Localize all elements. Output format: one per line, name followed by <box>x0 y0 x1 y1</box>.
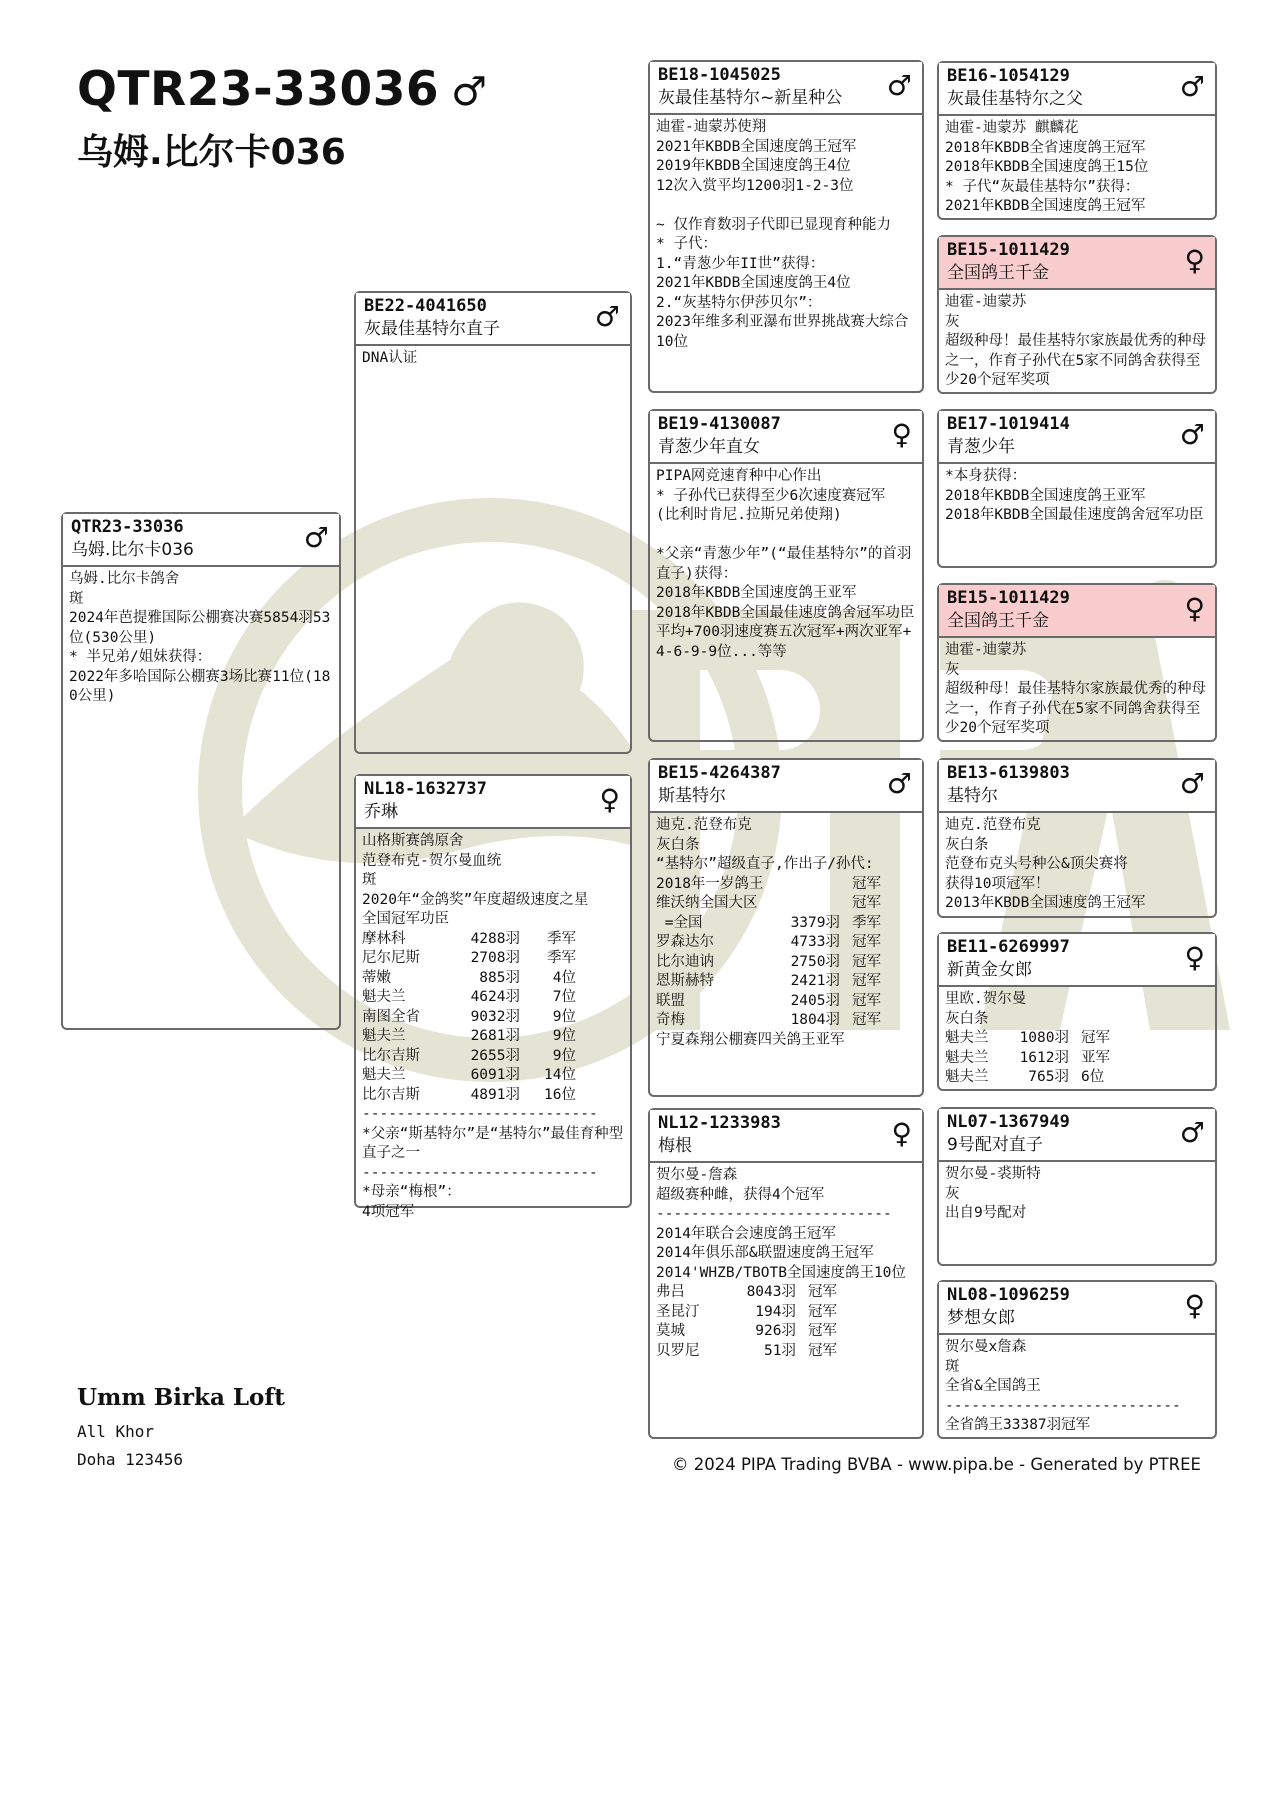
ring-number: BE19-4130087 <box>658 414 781 434</box>
result-row <box>656 972 916 992</box>
result-place: 冠军 <box>808 1303 837 1320</box>
address-line-2: Doha 123456 <box>77 1450 183 1469</box>
card-header <box>939 585 1215 638</box>
info-line: 2023年维多利亚瀑布世界挑战赛大综合10位 <box>656 314 909 350</box>
female-icon: ♀ <box>599 783 620 816</box>
info-line: 迪霍-迪蒙苏 <box>945 294 1027 310</box>
ring-number: NL08-1096259 <box>947 1285 1070 1305</box>
info-line: 全国冠军功臣 <box>362 911 449 927</box>
ring-number: BE11-6269997 <box>947 937 1070 957</box>
pigeon-card-sire-dam[interactable] <box>648 409 924 742</box>
result-place: 冠军 <box>808 1342 837 1359</box>
card-header <box>939 63 1215 116</box>
info-line: 2.“灰基特尔伊莎贝尔”： <box>656 294 822 311</box>
result-birds: 926羽 <box>755 1323 796 1339</box>
card-body <box>650 813 922 1050</box>
result-birds: 6091羽 <box>470 1067 520 1083</box>
info-line: 范登布克头号种公&顶尖赛将 <box>945 856 1128 872</box>
info-line: 斑 <box>362 872 377 888</box>
pigeon-card-ss-dam[interactable] <box>937 235 1217 394</box>
result-row <box>656 914 916 934</box>
result-location: 罗森达尔 <box>656 934 714 950</box>
ring-number: BE15-4264387 <box>658 763 781 783</box>
info-line: 超级赛种雌，获得4个冠军 <box>656 1186 825 1203</box>
pigeon-name: 乔琳 <box>364 802 398 822</box>
pigeon-name: 斯基特尔 <box>658 786 726 806</box>
info-line: 山格斯赛鸽原舍 <box>362 833 464 849</box>
female-icon: ♀ <box>1184 244 1205 277</box>
result-place: 冠军 <box>852 992 881 1009</box>
result-location: 奇梅 <box>656 1012 685 1028</box>
result-row <box>656 1283 916 1303</box>
ring-number: BE18-1045025 <box>658 65 781 85</box>
info-line: 2018年KBDB全国速度鸽王15位 <box>945 159 1149 175</box>
result-place: 9位 <box>552 1028 576 1044</box>
ring-number: QTR23-33036 <box>71 517 184 537</box>
info-line: * 半兄弟/姐妹获得： <box>69 649 212 665</box>
info-line: 2018年KBDB全省速度鸽王冠军 <box>945 139 1146 156</box>
card-header <box>650 411 922 464</box>
result-place: 冠军 <box>808 1284 837 1300</box>
ring-number: BE22-4041650 <box>364 296 487 316</box>
card-header <box>650 62 922 115</box>
info-line: 迪克.范登布克 <box>945 817 1041 833</box>
ring-number: BE17-1019414 <box>947 414 1070 434</box>
info-line: 灰白条 <box>656 836 700 853</box>
pigeon-card-ss-sire[interactable] <box>937 61 1217 220</box>
result-location: 魁夫兰 <box>945 1030 989 1046</box>
info-line: 4项冠军 <box>362 1203 415 1220</box>
result-row <box>656 953 916 973</box>
info-line: 1.“青葱少年II世”获得： <box>656 255 825 272</box>
ring-number: NL12-1233983 <box>658 1113 781 1133</box>
result-place: 9位 <box>552 1008 576 1025</box>
result-location: =全国 <box>656 914 703 931</box>
info-line: 2014年俱乐部&联盟速度鸽王冠军 <box>656 1245 874 1261</box>
result-birds: 1080羽 <box>1019 1030 1069 1046</box>
result-location: 魁夫兰 <box>945 1069 989 1085</box>
card-body <box>939 813 1215 914</box>
card-header <box>650 1110 922 1163</box>
result-row <box>362 969 624 989</box>
result-place: 冠军 <box>852 973 881 989</box>
card-body <box>650 115 922 352</box>
info-line: 全省&全国鸽王 <box>945 1378 1041 1394</box>
male-icon: ♂ <box>303 521 329 554</box>
result-place: 7位 <box>552 989 576 1005</box>
ring-number: NL18-1632737 <box>364 779 487 799</box>
info-line: 宁夏森翔公棚赛四关鸽王亚军 <box>656 1031 845 1048</box>
result-birds: 8043羽 <box>746 1284 796 1300</box>
pigeon-name: 基特尔 <box>947 786 998 806</box>
result-place: 冠军 <box>852 895 881 911</box>
pigeon-card-subject[interactable] <box>61 512 341 1030</box>
result-birds: 4891羽 <box>470 1086 520 1103</box>
card-body <box>939 987 1215 1088</box>
female-icon: ♀ <box>891 418 912 451</box>
male-icon: ♂ <box>451 69 488 115</box>
card-body <box>63 567 339 707</box>
info-line: 2022年多哈国际公棚赛3场比赛11位(180公里) <box>69 668 331 704</box>
card-header <box>356 293 630 346</box>
result-birds: 9032羽 <box>470 1008 520 1025</box>
info-line: * 子代“灰最佳基特尔”获得： <box>945 178 1140 195</box>
result-location: 南图全省 <box>362 1008 420 1025</box>
card-body <box>939 116 1215 217</box>
card-header <box>939 237 1215 290</box>
result-place: 14位 <box>544 1067 576 1083</box>
info-line: 贺尔曼-詹森 <box>656 1167 738 1183</box>
pigeon-card-dam-dam[interactable] <box>648 1108 924 1439</box>
card-header <box>939 411 1215 464</box>
pigeon-card-ds-sire[interactable] <box>937 758 1217 918</box>
card-body <box>356 829 630 1222</box>
result-location: 比尔吉斯 <box>362 1047 420 1064</box>
female-icon: ♀ <box>1184 941 1205 974</box>
result-birds: 4624羽 <box>470 989 520 1005</box>
male-icon: ♂ <box>886 767 912 800</box>
result-location: 联盟 <box>656 992 685 1009</box>
result-row <box>656 933 916 953</box>
result-place: 冠军 <box>852 953 881 970</box>
info-line: 2021年KBDB全国速度鸽王4位 <box>656 275 851 291</box>
info-line: 2021年KBDB全国速度鸽王冠军 <box>945 198 1146 214</box>
info-line: “基特尔”超级直子,作出子/孙代: <box>656 856 874 872</box>
result-place: 4位 <box>552 969 576 986</box>
info-line: 灰 <box>945 661 960 678</box>
female-icon: ♀ <box>1184 592 1205 625</box>
male-icon: ♂ <box>1179 767 1205 800</box>
result-row <box>362 930 624 950</box>
result-place: 冠军 <box>852 875 881 892</box>
result-location: 弗吕 <box>656 1284 685 1300</box>
result-location: 比尔吉斯 <box>362 1086 420 1103</box>
result-place: 冠军 <box>1081 1030 1110 1046</box>
info-line: 出自9号配对 <box>945 1205 1027 1221</box>
info-line: 范登布克-贺尔曼血统 <box>362 852 502 869</box>
result-location: 魁夫兰 <box>362 1067 406 1083</box>
result-birds: 1804羽 <box>790 1012 840 1028</box>
result-place: 冠军 <box>852 934 881 950</box>
result-row <box>362 1047 624 1067</box>
loft-name: Umm Birka Loft <box>77 1384 285 1411</box>
result-location: 魁夫兰 <box>362 1028 406 1044</box>
result-location: 摩林科 <box>362 930 406 947</box>
result-location: 蒂嫩 <box>362 969 391 986</box>
pigeon-card-dam-sire[interactable] <box>648 758 924 1097</box>
result-row <box>362 1027 624 1047</box>
card-header <box>939 1282 1215 1335</box>
info-line: 贺尔曼x詹森 <box>945 1339 1027 1355</box>
info-line: 获得10项冠军！ <box>945 875 1050 892</box>
info-line: 超级种母！最佳基特尔家族最优秀的种母之一，作育子孙代在5家不同鸽舍获得至少20个冠军奖项 <box>945 333 1206 388</box>
info-line: 迪霍-迪蒙苏 麒麟花 <box>945 120 1079 136</box>
pigeon-name: 灰最佳基特尔~新星种公 <box>658 88 843 108</box>
info-line: --------------------------- <box>362 1106 598 1122</box>
male-icon: ♂ <box>1179 70 1205 103</box>
result-row <box>656 992 916 1012</box>
info-line: 乌姆.比尔卡鸽舍 <box>69 571 180 587</box>
pigeon-name: 梦想女郎 <box>947 1308 1015 1328</box>
card-body <box>939 1162 1215 1224</box>
result-place: 冠军 <box>852 1012 881 1028</box>
info-line: 2014'WHZB/TBOTB全国速度鸽王10位 <box>656 1264 906 1281</box>
pigeon-card-sire-sire[interactable] <box>648 60 924 393</box>
result-place: 6位 <box>1081 1069 1105 1085</box>
result-row <box>656 1011 916 1031</box>
info-line: --------------------------- <box>362 1164 598 1181</box>
result-birds: 2681羽 <box>470 1028 520 1044</box>
result-birds: 4733羽 <box>790 934 840 950</box>
result-location: 恩斯赫特 <box>656 973 714 989</box>
card-header <box>356 776 630 829</box>
info-line: * 子代： <box>656 236 717 252</box>
info-line: (比利时肯尼.拉斯兄弟使翔) <box>656 507 842 523</box>
title-ring: QTR23-33036 <box>77 62 440 117</box>
result-row <box>362 988 624 1008</box>
result-place: 9位 <box>552 1047 576 1064</box>
info-line: *父亲“斯基特尔”是“基特尔”最佳育种型直子之一 <box>362 1125 624 1161</box>
card-body <box>939 464 1215 526</box>
female-icon: ♀ <box>1184 1289 1205 1322</box>
result-location: 2018年一岁鸽王 <box>656 875 764 892</box>
pigeon-name: 灰最佳基特尔直子 <box>364 319 500 339</box>
card-body <box>939 290 1215 391</box>
card-header <box>63 514 339 567</box>
result-location: 圣昆汀 <box>656 1303 700 1320</box>
result-row <box>656 1342 916 1362</box>
result-place: 季军 <box>547 930 576 947</box>
info-line: 2014年联合会速度鸽王冠军 <box>656 1225 836 1242</box>
result-birds: 2708羽 <box>470 950 520 966</box>
pigeon-name: 青葱少年 <box>947 437 1015 457</box>
copyright-notice: © 2024 PIPA Trading BVBA - www.pipa.be - Generated by PTREE <box>672 1455 1201 1474</box>
info-line <box>656 196 916 216</box>
female-icon: ♀ <box>891 1117 912 1150</box>
card-body <box>650 1163 922 1361</box>
info-line: 超级种母！最佳基特尔家族最优秀的种母之一，作育子孙代在5家不同鸽舍获得至少20个冠军奖项 <box>945 681 1206 736</box>
result-row <box>656 894 916 914</box>
info-line: *父亲“青葱少年”(“最佳基特尔”的首羽直子)获得： <box>656 546 912 582</box>
info-line: 灰白条 <box>945 1010 989 1027</box>
ring-number: NL07-1367949 <box>947 1112 1070 1132</box>
info-line: 2018年KBDB全国速度鸽王亚军 <box>945 487 1146 504</box>
result-row <box>945 1049 1209 1069</box>
result-place: 冠军 <box>808 1323 837 1339</box>
result-location: 魁夫兰 <box>362 989 406 1005</box>
pigeon-card-dam[interactable] <box>354 774 632 1220</box>
info-line: 2024年芭提雅国际公棚赛决赛5854羽53位(530公里) <box>69 610 331 646</box>
info-line: 2018年KBDB全国最佳速度鸽舍冠军功臣 <box>945 507 1204 523</box>
ring-number: BE13-6139803 <box>947 763 1070 783</box>
info-line: 平均+700羽速度赛五次冠军+两次亚军+4-6-9-9位...等等 <box>656 624 912 660</box>
result-row <box>945 1029 1209 1049</box>
page-subtitle: 乌姆.比尔卡036 <box>77 132 346 173</box>
result-place: 季军 <box>547 950 576 966</box>
male-icon: ♂ <box>594 300 620 333</box>
result-place: 亚军 <box>1081 1049 1110 1066</box>
pigeon-card-dd-dam[interactable] <box>937 1280 1217 1439</box>
info-line: 2020年“金鸽奖”年度超级速度之星 <box>362 891 589 908</box>
info-line: 迪霍-迪蒙苏 <box>945 642 1027 658</box>
card-body <box>939 1335 1215 1436</box>
info-line: 2018年KBDB全国速度鸽王亚军 <box>656 585 857 601</box>
info-line: * 子孙代已获得至少6次速度赛冠军 <box>656 487 886 504</box>
info-line: 2021年KBDB全国速度鸽王冠军 <box>656 138 857 155</box>
result-birds: 4288羽 <box>470 930 520 947</box>
result-birds: 2421羽 <box>790 973 840 989</box>
info-line: 灰 <box>945 1185 960 1202</box>
result-location: 比尔迪讷 <box>656 953 714 970</box>
male-icon: ♂ <box>886 69 912 102</box>
info-line: 斑 <box>945 1358 960 1375</box>
pigeon-name: 全国鸽王千金 <box>947 611 1049 631</box>
pigeon-name: 新黄金女郎 <box>947 960 1032 980</box>
result-birds: 51羽 <box>764 1342 796 1359</box>
result-row <box>656 1322 916 1342</box>
address-line-1: All Khor <box>77 1422 155 1441</box>
result-row <box>945 1068 1209 1088</box>
info-line: 12次入赏平均1200羽1-2-3位 <box>656 177 854 194</box>
info-line: 斑 <box>69 590 84 607</box>
info-line: --------------------------- <box>945 1397 1181 1414</box>
result-row <box>362 1008 624 1028</box>
info-line: 贺尔曼-裘斯特 <box>945 1166 1041 1182</box>
result-row <box>656 1303 916 1323</box>
info-line: *本身获得： <box>945 468 1027 484</box>
info-line: *母亲“梅根”： <box>362 1184 461 1200</box>
info-line: ~ 仅作育数羽子代即已显现育种能力 <box>656 216 891 233</box>
result-birds: 194羽 <box>755 1303 796 1320</box>
result-birds <box>774 875 840 895</box>
info-line <box>656 526 916 546</box>
pigeon-card-sire[interactable] <box>354 291 632 754</box>
info-line: 2019年KBDB全国速度鸽王4位 <box>656 158 851 174</box>
card-body <box>356 346 630 369</box>
ring-number: BE15-1011429 <box>947 240 1070 260</box>
result-birds: 2655羽 <box>470 1047 520 1064</box>
pigeon-name: 全国鸽王千金 <box>947 263 1049 283</box>
card-header <box>650 760 922 813</box>
pigeon-card-ds-dam[interactable] <box>937 932 1217 1091</box>
result-location: 贝罗尼 <box>656 1342 700 1359</box>
pigeon-card-sd-dam[interactable] <box>937 583 1217 742</box>
info-line: 2018年KBDB全国最佳速度鸽舍冠军功臣 <box>656 604 915 621</box>
info-line: 2013年KBDB全国速度鸽王冠军 <box>945 895 1146 911</box>
male-icon: ♂ <box>1179 418 1205 451</box>
male-icon: ♂ <box>1179 1116 1205 1149</box>
card-header <box>939 934 1215 987</box>
card-header <box>939 1109 1215 1162</box>
info-line: 迪霍-迪蒙苏使翔 <box>656 119 767 135</box>
info-line: 全省鸽王33387羽冠军 <box>945 1417 1091 1433</box>
result-birds <box>774 894 840 914</box>
pigeon-card-sd-sire[interactable] <box>937 409 1217 568</box>
result-row <box>362 949 624 969</box>
result-birds: 1612羽 <box>1019 1049 1069 1066</box>
info-line: DNA认证 <box>362 350 418 366</box>
ring-number: BE16-1054129 <box>947 66 1070 86</box>
card-body <box>939 638 1215 739</box>
result-location: 莫城 <box>656 1323 685 1339</box>
info-line: 灰白条 <box>945 836 989 853</box>
result-place: 季军 <box>852 914 881 931</box>
card-body <box>650 464 922 662</box>
result-birds: 765羽 <box>1028 1069 1069 1085</box>
pigeon-name: 灰最佳基特尔之父 <box>947 89 1083 109</box>
info-line: PIPA网竞速育种中心作出 <box>656 468 822 484</box>
result-birds: 3379羽 <box>790 914 840 931</box>
pigeon-name: 9号配对直子 <box>947 1135 1043 1155</box>
result-row <box>362 1086 624 1106</box>
result-birds: 885羽 <box>479 969 520 986</box>
ring-number: BE15-1011429 <box>947 588 1070 608</box>
result-row <box>362 1066 624 1086</box>
pigeon-name: 青葱少年直女 <box>658 437 760 457</box>
result-place: 16位 <box>544 1086 576 1103</box>
result-location: 维沃纳全国大区 <box>656 895 758 911</box>
pigeon-name: 乌姆.比尔卡036 <box>71 540 194 560</box>
card-header <box>939 760 1215 813</box>
result-birds: 2750羽 <box>790 953 840 970</box>
pigeon-card-dd-sire[interactable] <box>937 1107 1217 1266</box>
info-line: 灰 <box>945 313 960 330</box>
info-line: 迪克.范登布克 <box>656 817 752 833</box>
info-line: 里欧.贺尔曼 <box>945 991 1027 1007</box>
result-location: 魁夫兰 <box>945 1049 989 1066</box>
info-line: --------------------------- <box>656 1206 892 1222</box>
result-row <box>656 875 916 895</box>
page-title <box>77 62 488 117</box>
result-location: 尼尔尼斯 <box>362 950 420 966</box>
result-birds: 2405羽 <box>790 992 840 1009</box>
pigeon-name: 梅根 <box>658 1136 692 1156</box>
